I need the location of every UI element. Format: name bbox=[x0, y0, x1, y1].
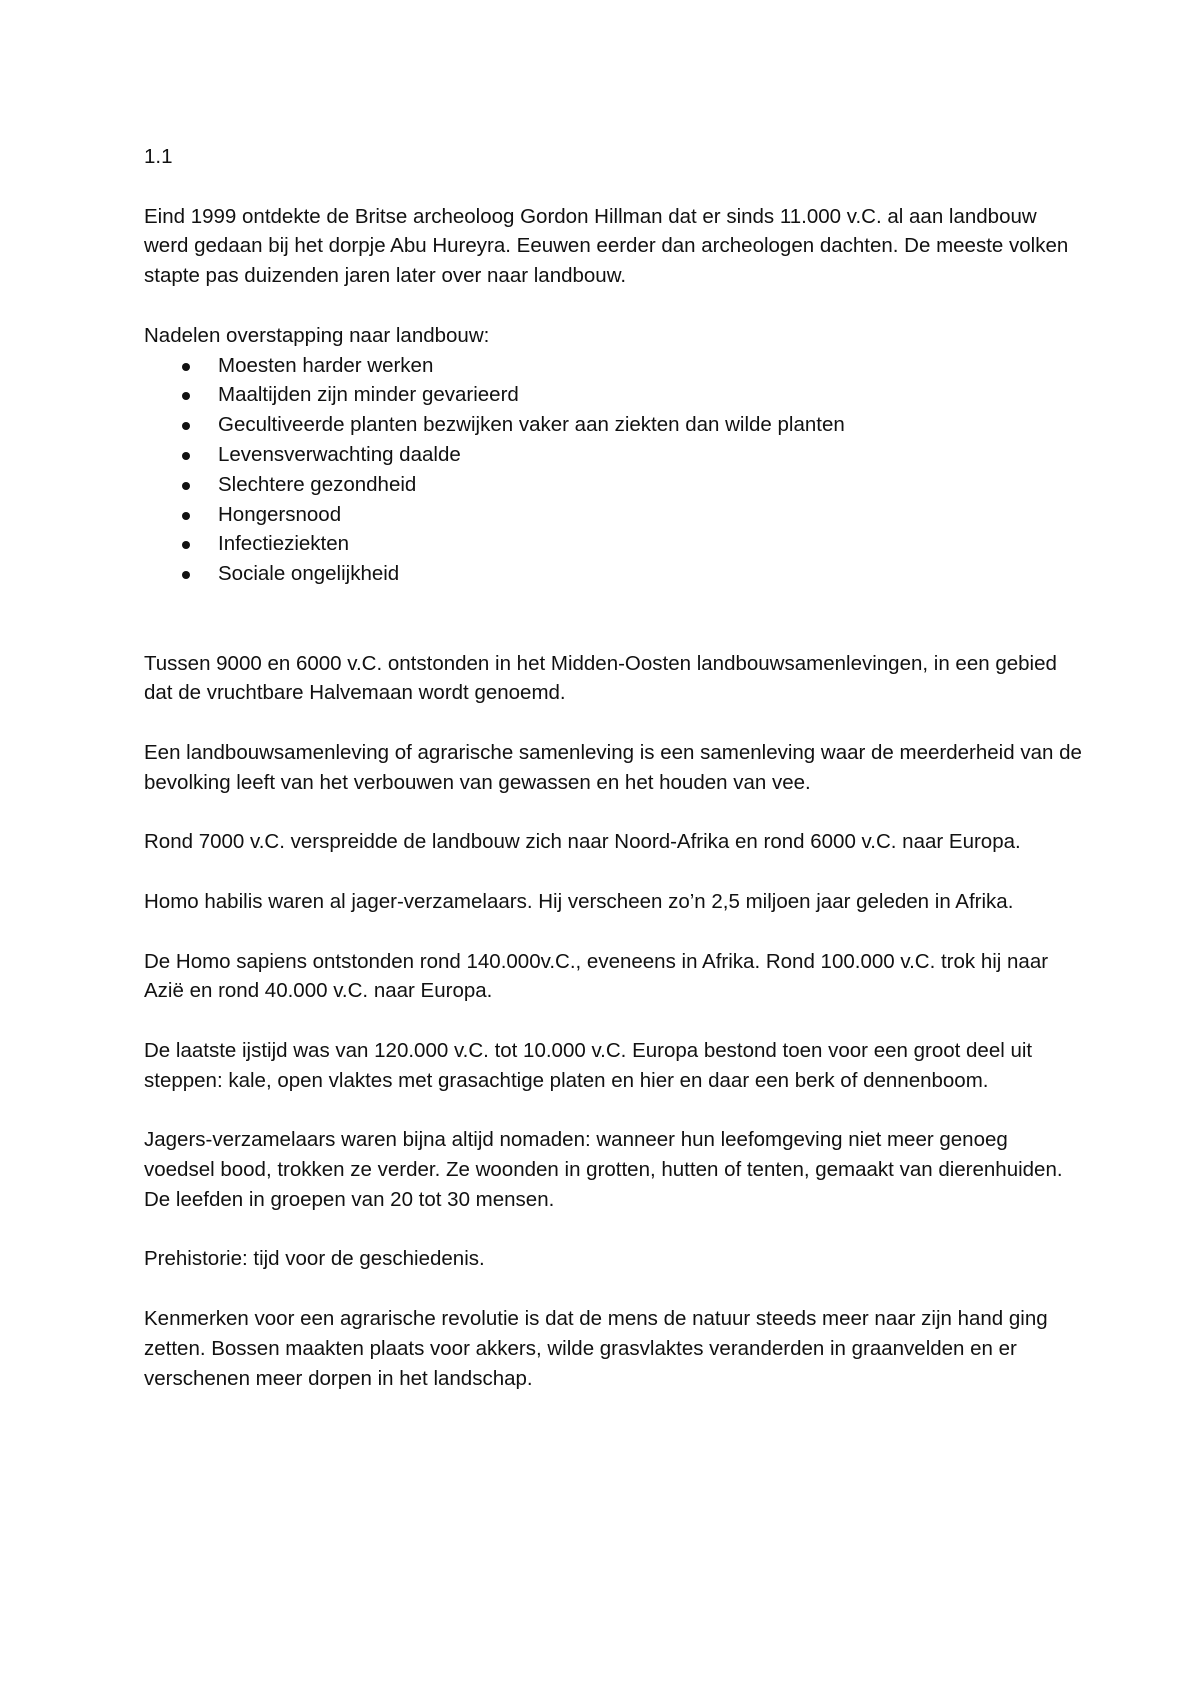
document-body bbox=[144, 142, 1084, 1423]
list-item-text: Levensverwachting daalde bbox=[218, 442, 461, 466]
bullet-icon bbox=[182, 482, 190, 490]
intro-paragraph: Eind 1999 ontdekte de Britse archeoloog Gordon Hillman dat er sinds 11.000 v.C. al aan landbouw werd gedaan bij het dorpje Abu Hureyra. Eeuwen eerder dan archeologen dachten. De meeste volken stapte pas duizenden jaren later over naar landbouw. bbox=[144, 204, 1069, 288]
paragraph-homo-habilis: Homo habilis waren al jager-verzamelaars. Hij verscheen zo’n 2,5 miljoen jaar geleden in Afrika. bbox=[144, 889, 1014, 913]
paragraph-ice-age: De laatste ijstijd was van 120.000 v.C. tot 10.000 v.C. Europa bestond toen voor een groot deel uit steppen: kale, open vlaktes met grasachtige platen en hier en daar een berk of dennenboom. bbox=[144, 1038, 1033, 1092]
bullet-icon bbox=[182, 392, 190, 400]
list-item-text: Slechtere gezondheid bbox=[218, 472, 417, 496]
paragraph-nomads: Jagers-verzamelaars waren bijna altijd nomaden: wanneer hun leefomgeving niet meer genoeg voedsel bood, trokken ze verder. Ze woonden in grotten, hutten of tenten, gemaakt van dierenhuiden. De leefden in groepen van 20 tot 30 mensen. bbox=[144, 1128, 1063, 1211]
list-item-text: Moesten harder werken bbox=[218, 353, 434, 377]
list-item bbox=[144, 529, 1084, 559]
list-title: Nadelen overstapping naar landbouw: bbox=[144, 323, 490, 347]
paragraph-revolution: Kenmerken voor een agrarische revolutie is dat de mens de natuur steeds meer naar zijn hand ging zetten. Bossen maakten plaats voor akkers, wilde grasvlaktes veranderden in graanvelden en er verschenen meer dorpen in het landschap. bbox=[144, 1307, 1048, 1390]
bullet-icon bbox=[182, 512, 190, 520]
list-item bbox=[144, 559, 1084, 589]
list-item-text: Hongersnood bbox=[218, 502, 342, 526]
list-item-text: Gecultiveerde planten bezwijken vaker aan ziekten dan wilde planten bbox=[218, 413, 845, 437]
bullet-icon bbox=[182, 452, 190, 460]
paragraph-definition: Een landbouwsamenleving of agrarische samenleving is een samenleving waar de meerderheid van de bevolking leeft van het verbouwen van gewassen en het houden van vee. bbox=[144, 740, 1082, 794]
bullet-icon bbox=[182, 363, 190, 371]
paragraph-homo-sapiens: De Homo sapiens ontstonden rond 140.000v.C., eveneens in Afrika. Rond 100.000 v.C. trok hij naar Azië en rond 40.000 v.C. naar Europa. bbox=[144, 949, 1049, 1003]
section-heading: 1.1 bbox=[144, 145, 173, 168]
list-item bbox=[144, 351, 1084, 381]
paragraph-midden-oosten: Tussen 9000 en 6000 v.C. ontstonden in het Midden-Oosten landbouwsamenlevingen, in een gebied dat de vruchtbare Halvemaan wordt genoemd. bbox=[144, 651, 1057, 705]
spacer bbox=[144, 589, 1084, 649]
paragraph-spread: Rond 7000 v.C. verspreidde de landbouw zich naar Noord-Afrika en rond 6000 v.C. naar Europa. bbox=[144, 830, 1021, 854]
list-item bbox=[144, 410, 1084, 440]
list-item-text: Maaltijden zijn minder gevarieerd bbox=[218, 383, 519, 407]
list-item bbox=[144, 440, 1084, 470]
bullet-icon bbox=[182, 571, 190, 579]
list-item bbox=[144, 470, 1084, 500]
list-item-text: Infectieziekten bbox=[218, 532, 350, 556]
disadvantages-list bbox=[144, 351, 1084, 589]
bullet-icon bbox=[182, 541, 190, 549]
paragraph-prehistory: Prehistorie: tijd voor de geschiedenis. bbox=[144, 1247, 485, 1271]
list-item-text: Sociale ongelijkheid bbox=[218, 562, 400, 586]
list-item bbox=[144, 380, 1084, 410]
bullet-icon bbox=[182, 422, 190, 430]
list-item bbox=[144, 500, 1084, 530]
